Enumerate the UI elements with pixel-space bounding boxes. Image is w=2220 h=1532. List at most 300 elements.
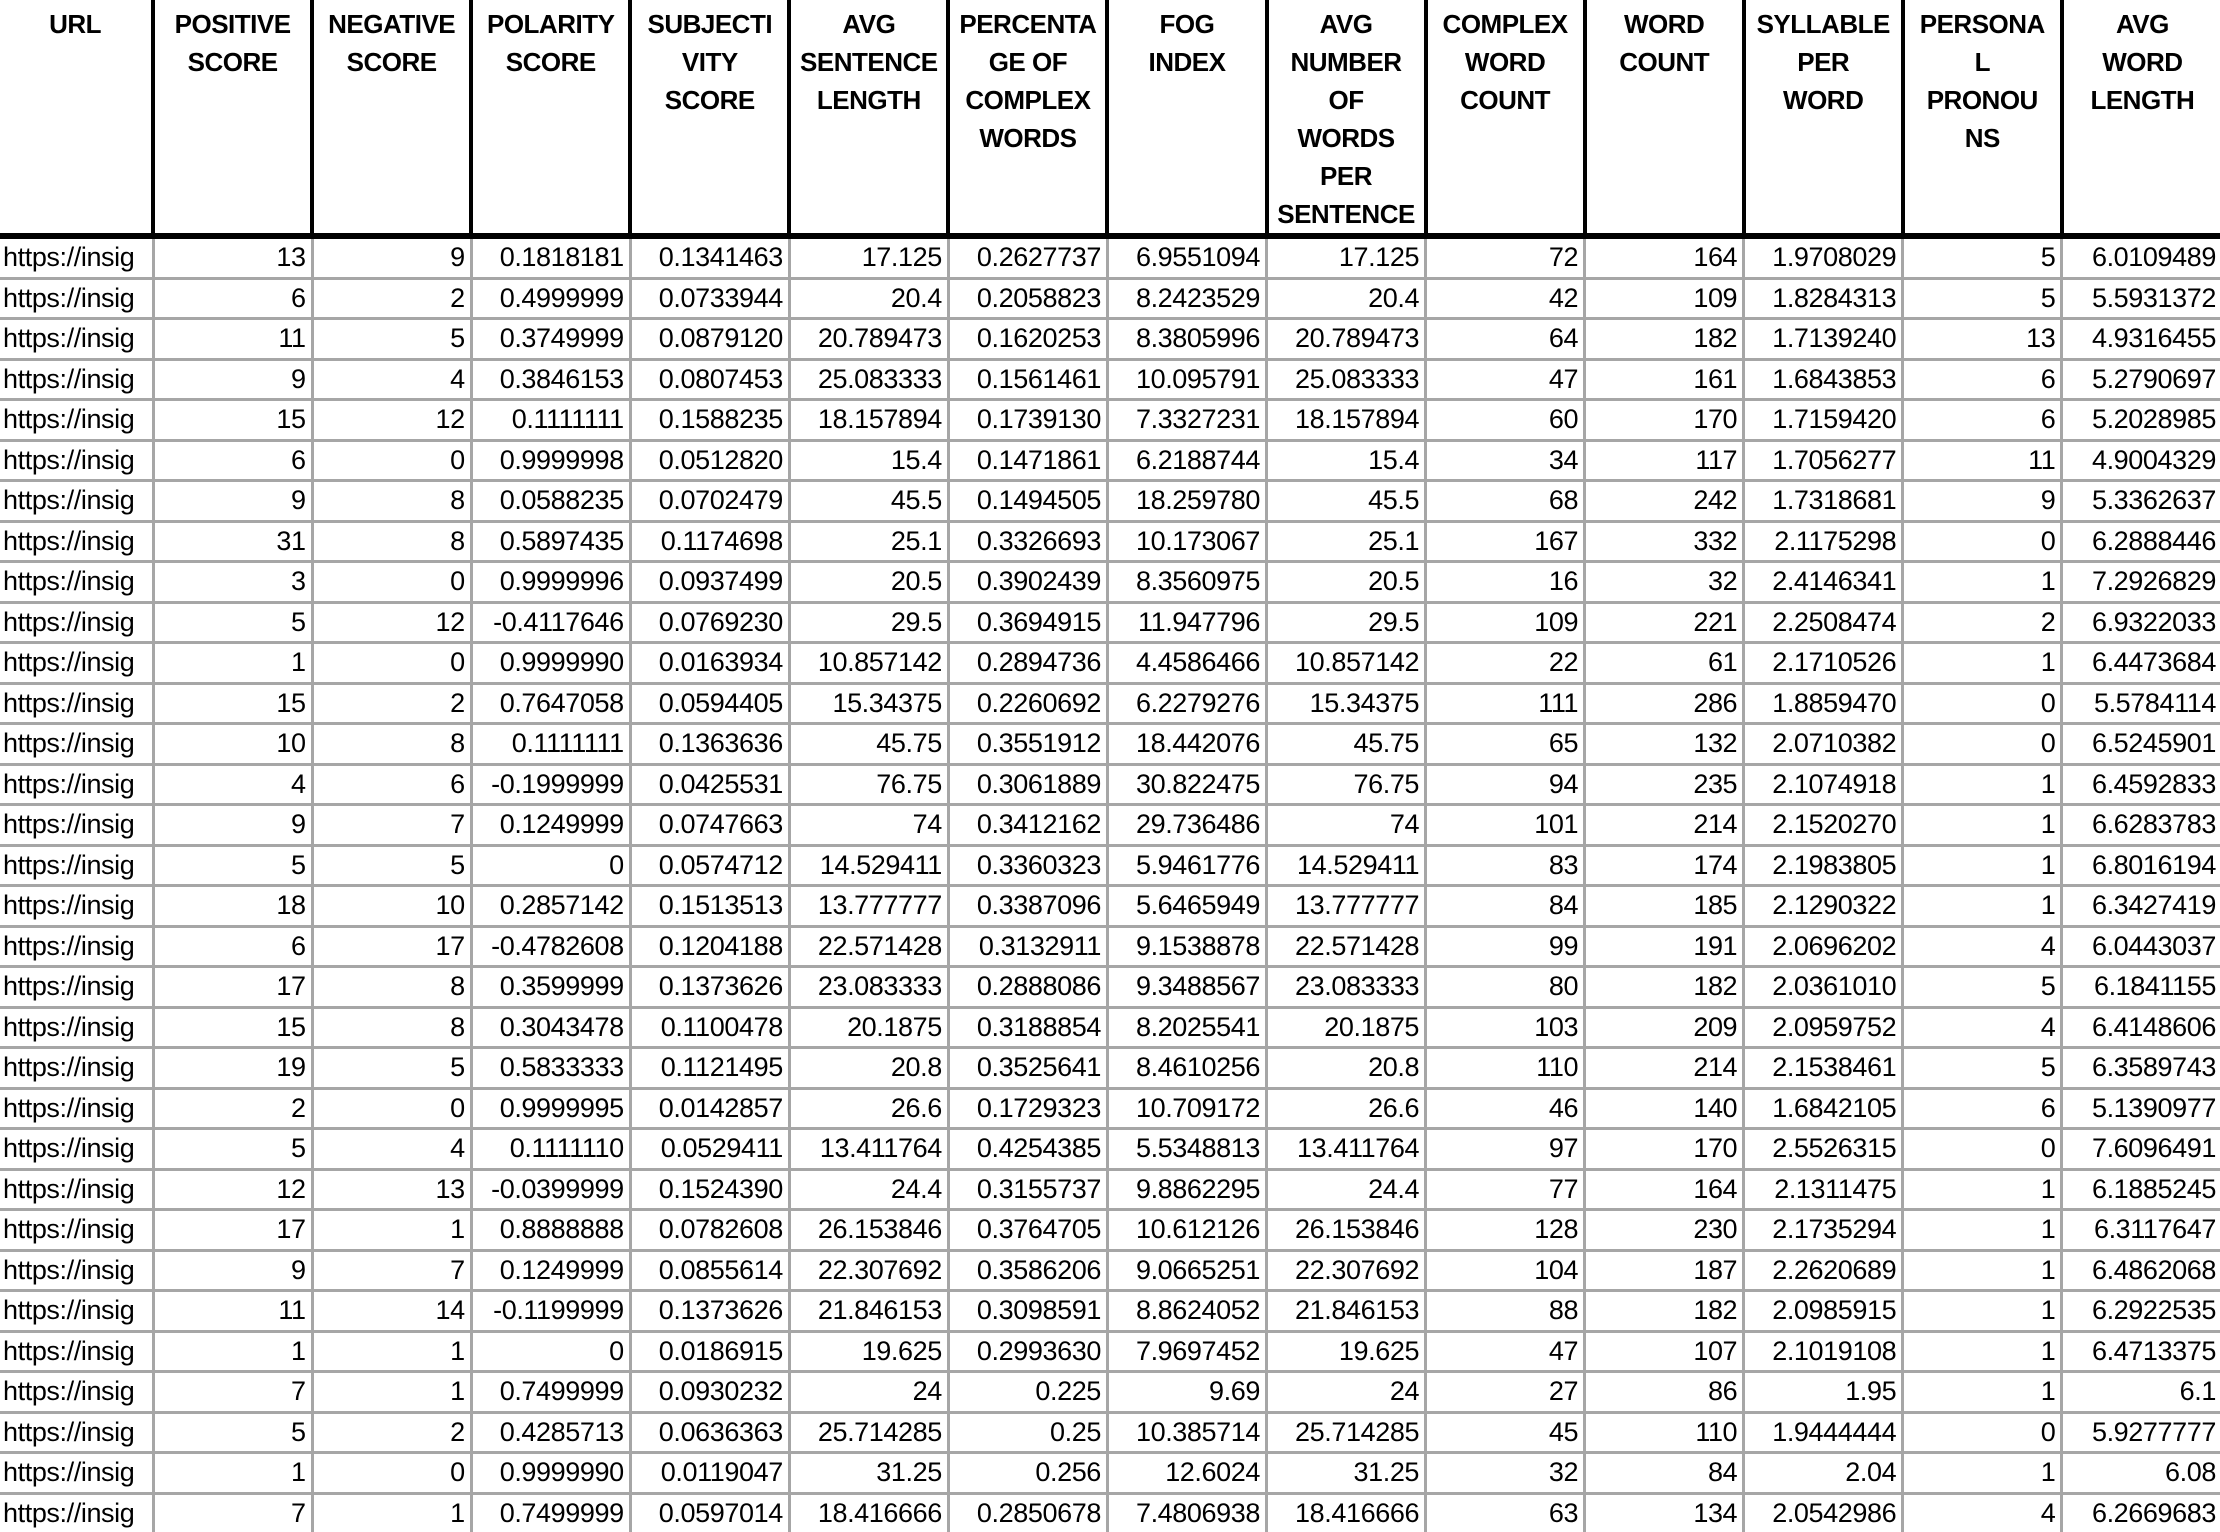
column-header-url[interactable] [0,0,153,236]
value-cell[interactable]: 72 [1426,236,1585,278]
value-cell[interactable]: 1.95 [1744,1372,1903,1413]
value-cell[interactable]: 0.1111111 [471,724,630,765]
value-cell[interactable]: 4.9004329 [2062,440,2220,481]
url-cell[interactable]: https://insig [0,1331,153,1372]
value-cell[interactable]: 5.9277777 [2062,1412,2220,1453]
value-cell[interactable]: 5 [1903,1048,2062,1089]
value-cell[interactable]: 8 [312,1007,471,1048]
value-cell[interactable]: 9 [153,359,312,400]
value-cell[interactable]: 17.125 [1267,236,1426,278]
value-cell[interactable]: 12.6024 [1107,1453,1266,1494]
value-cell[interactable]: 13 [1903,319,2062,360]
value-cell[interactable]: 286 [1585,683,1744,724]
value-cell[interactable]: 6 [153,440,312,481]
value-cell[interactable]: 17 [153,967,312,1008]
value-cell[interactable]: 32 [1426,1453,1585,1494]
value-cell[interactable]: 0.9999996 [471,562,630,603]
value-cell[interactable]: 0.3360323 [948,845,1107,886]
value-cell[interactable]: 7 [312,805,471,846]
value-cell[interactable]: 6.4473684 [2062,643,2220,684]
value-cell[interactable]: 2.1019108 [1744,1331,1903,1372]
value-cell[interactable]: 167 [1426,521,1585,562]
value-cell[interactable]: 0.0702479 [630,481,789,522]
value-cell[interactable]: 0.0186915 [630,1331,789,1372]
value-cell[interactable]: 7.2926829 [2062,562,2220,603]
value-cell[interactable]: 9.3488567 [1107,967,1266,1008]
value-cell[interactable]: 20.8 [1267,1048,1426,1089]
value-cell[interactable]: 103 [1426,1007,1585,1048]
url-cell[interactable]: https://insig [0,845,153,886]
value-cell[interactable]: 13.777777 [1267,886,1426,927]
value-cell[interactable]: 13 [312,1169,471,1210]
url-cell[interactable]: https://insig [0,481,153,522]
value-cell[interactable]: 17 [153,1210,312,1251]
value-cell[interactable]: 11.947796 [1107,602,1266,643]
value-cell[interactable]: 68 [1426,481,1585,522]
value-cell[interactable]: 0.1471861 [948,440,1107,481]
value-cell[interactable]: 6.1885245 [2062,1169,2220,1210]
value-cell[interactable]: 0.9999998 [471,440,630,481]
value-cell[interactable]: 6.2922535 [2062,1291,2220,1332]
value-cell[interactable]: 1.8859470 [1744,683,1903,724]
value-cell[interactable]: 83 [1426,845,1585,886]
value-cell[interactable]: 16 [1426,562,1585,603]
value-cell[interactable]: 1.7056277 [1744,440,1903,481]
value-cell[interactable]: 2.4146341 [1744,562,1903,603]
value-cell[interactable]: 128 [1426,1210,1585,1251]
value-cell[interactable]: 6.08 [2062,1453,2220,1494]
value-cell[interactable]: 21.846153 [789,1291,948,1332]
value-cell[interactable]: 30.822475 [1107,764,1266,805]
value-cell[interactable]: 1.8284313 [1744,278,1903,319]
value-cell[interactable]: 8.4610256 [1107,1048,1266,1089]
value-cell[interactable]: 26.6 [1267,1088,1426,1129]
value-cell[interactable]: 0.0636363 [630,1412,789,1453]
value-cell[interactable]: 0.0855614 [630,1250,789,1291]
value-cell[interactable]: 182 [1585,1291,1744,1332]
value-cell[interactable]: 6.3427419 [2062,886,2220,927]
value-cell[interactable]: 1.7139240 [1744,319,1903,360]
value-cell[interactable]: 0.3749999 [471,319,630,360]
value-cell[interactable]: 4 [153,764,312,805]
column-header-negative-score[interactable] [312,0,471,236]
value-cell[interactable]: 18.416666 [789,1493,948,1532]
value-cell[interactable]: -0.1199999 [471,1291,630,1332]
url-cell[interactable]: https://insig [0,562,153,603]
value-cell[interactable]: 0.9999995 [471,1088,630,1129]
value-cell[interactable]: 11 [153,319,312,360]
column-header-avg-number-of-words-per-sentence[interactable] [1267,0,1426,236]
value-cell[interactable]: 101 [1426,805,1585,846]
value-cell[interactable]: 209 [1585,1007,1744,1048]
column-header-syllable-per-word[interactable] [1744,0,1903,236]
value-cell[interactable]: 2 [1903,602,2062,643]
value-cell[interactable]: 19 [153,1048,312,1089]
value-cell[interactable]: 26.153846 [1267,1210,1426,1251]
value-cell[interactable]: 7 [153,1372,312,1413]
value-cell[interactable]: 45.75 [789,724,948,765]
value-cell[interactable]: 0.1100478 [630,1007,789,1048]
value-cell[interactable]: 9 [153,1250,312,1291]
value-cell[interactable]: 9.8862295 [1107,1169,1266,1210]
url-cell[interactable]: https://insig [0,683,153,724]
value-cell[interactable]: 5 [312,319,471,360]
url-cell[interactable]: https://insig [0,1129,153,1170]
value-cell[interactable]: -0.1999999 [471,764,630,805]
value-cell[interactable]: 15 [153,400,312,441]
value-cell[interactable]: 111 [1426,683,1585,724]
value-cell[interactable]: 132 [1585,724,1744,765]
value-cell[interactable]: 24 [1267,1372,1426,1413]
url-cell[interactable]: https://insig [0,359,153,400]
value-cell[interactable]: 0 [312,1453,471,1494]
value-cell[interactable]: 0.3694915 [948,602,1107,643]
value-cell[interactable]: 2 [312,1412,471,1453]
value-cell[interactable]: 0.0879120 [630,319,789,360]
value-cell[interactable]: 31 [153,521,312,562]
value-cell[interactable]: 0 [1903,724,2062,765]
value-cell[interactable]: 2 [312,683,471,724]
value-cell[interactable]: 5 [312,845,471,886]
value-cell[interactable]: 164 [1585,1169,1744,1210]
value-cell[interactable]: 0.9999990 [471,643,630,684]
value-cell[interactable]: 140 [1585,1088,1744,1129]
value-cell[interactable]: 0.2993630 [948,1331,1107,1372]
value-cell[interactable]: 60 [1426,400,1585,441]
value-cell[interactable]: 64 [1426,319,1585,360]
value-cell[interactable]: 2.0710382 [1744,724,1903,765]
url-cell[interactable]: https://insig [0,440,153,481]
value-cell[interactable]: 2.1520270 [1744,805,1903,846]
url-cell[interactable]: https://insig [0,1169,153,1210]
value-cell[interactable]: 0 [312,1088,471,1129]
value-cell[interactable]: 6 [1903,359,2062,400]
value-cell[interactable]: 77 [1426,1169,1585,1210]
value-cell[interactable]: 25.714285 [1267,1412,1426,1453]
value-cell[interactable]: 8.3560975 [1107,562,1266,603]
value-cell[interactable]: 0.0807453 [630,359,789,400]
value-cell[interactable]: 1.9708029 [1744,236,1903,278]
value-cell[interactable]: 47 [1426,359,1585,400]
value-cell[interactable]: 1.7159420 [1744,400,1903,441]
value-cell[interactable]: 0.0512820 [630,440,789,481]
value-cell[interactable]: 1 [1903,1210,2062,1251]
value-cell[interactable]: 17.125 [789,236,948,278]
value-cell[interactable]: 29.5 [789,602,948,643]
value-cell[interactable]: 110 [1426,1048,1585,1089]
value-cell[interactable]: 0.2888086 [948,967,1107,1008]
value-cell[interactable]: 0.1818181 [471,236,630,278]
value-cell[interactable]: 0.2627737 [948,236,1107,278]
value-cell[interactable]: 7 [153,1493,312,1532]
value-cell[interactable]: 12 [312,400,471,441]
value-cell[interactable]: 17 [312,926,471,967]
value-cell[interactable]: 9 [153,805,312,846]
value-cell[interactable]: 1 [1903,1250,2062,1291]
value-cell[interactable]: 4.4586466 [1107,643,1266,684]
value-cell[interactable]: 6.8016194 [2062,845,2220,886]
value-cell[interactable]: 6 [153,278,312,319]
value-cell[interactable]: 24.4 [789,1169,948,1210]
value-cell[interactable]: 1 [312,1331,471,1372]
value-cell[interactable]: 3 [153,562,312,603]
value-cell[interactable]: 20.5 [789,562,948,603]
value-cell[interactable]: 0.3551912 [948,724,1107,765]
value-cell[interactable]: 20.789473 [1267,319,1426,360]
value-cell[interactable]: 0.1513513 [630,886,789,927]
value-cell[interactable]: 0.1111111 [471,400,630,441]
value-cell[interactable]: 20.4 [789,278,948,319]
value-cell[interactable]: -0.0399999 [471,1169,630,1210]
value-cell[interactable]: 0 [1903,1129,2062,1170]
value-cell[interactable]: 182 [1585,967,1744,1008]
value-cell[interactable]: 2.1311475 [1744,1169,1903,1210]
value-cell[interactable]: 0.0529411 [630,1129,789,1170]
url-cell[interactable]: https://insig [0,764,153,805]
value-cell[interactable]: 0.1561461 [948,359,1107,400]
value-cell[interactable]: 0.1111110 [471,1129,630,1170]
value-cell[interactable]: 0.0733944 [630,278,789,319]
value-cell[interactable]: 5.1390977 [2062,1088,2220,1129]
value-cell[interactable]: 74 [789,805,948,846]
value-cell[interactable]: 0.0597014 [630,1493,789,1532]
value-cell[interactable]: 0.0769230 [630,602,789,643]
value-cell[interactable]: 97 [1426,1129,1585,1170]
value-cell[interactable]: 10 [312,886,471,927]
url-cell[interactable]: https://insig [0,1372,153,1413]
value-cell[interactable]: 5.6465949 [1107,886,1266,927]
value-cell[interactable]: 1 [1903,1331,2062,1372]
value-cell[interactable]: 0.3132911 [948,926,1107,967]
value-cell[interactable]: 2.1290322 [1744,886,1903,927]
value-cell[interactable]: 94 [1426,764,1585,805]
value-cell[interactable]: 332 [1585,521,1744,562]
value-cell[interactable]: 235 [1585,764,1744,805]
column-header-avg-word-length[interactable] [2062,0,2220,236]
value-cell[interactable]: 20.5 [1267,562,1426,603]
value-cell[interactable]: 76.75 [789,764,948,805]
value-cell[interactable]: 2.0361010 [1744,967,1903,1008]
value-cell[interactable]: 13.777777 [789,886,948,927]
value-cell[interactable]: 26.153846 [789,1210,948,1251]
value-cell[interactable]: 185 [1585,886,1744,927]
value-cell[interactable]: 7 [312,1250,471,1291]
column-header-word-count[interactable] [1585,0,1744,236]
value-cell[interactable]: 10.385714 [1107,1412,1266,1453]
value-cell[interactable]: 0.3525641 [948,1048,1107,1089]
value-cell[interactable]: 31.25 [1267,1453,1426,1494]
value-cell[interactable]: 20.789473 [789,319,948,360]
value-cell[interactable]: 6.2888446 [2062,521,2220,562]
value-cell[interactable]: 5 [1903,967,2062,1008]
value-cell[interactable]: 4 [312,359,471,400]
value-cell[interactable]: 6.3117647 [2062,1210,2220,1251]
value-cell[interactable]: 6.9551094 [1107,236,1266,278]
url-cell[interactable]: https://insig [0,967,153,1008]
column-header-complex-word-count[interactable] [1426,0,1585,236]
value-cell[interactable]: 214 [1585,805,1744,846]
value-cell[interactable]: 5.5348813 [1107,1129,1266,1170]
value-cell[interactable]: 9 [312,236,471,278]
value-cell[interactable]: 5.2790697 [2062,359,2220,400]
value-cell[interactable]: 8.2025541 [1107,1007,1266,1048]
value-cell[interactable]: 22.571428 [1267,926,1426,967]
value-cell[interactable]: 214 [1585,1048,1744,1089]
value-cell[interactable]: 0.1494505 [948,481,1107,522]
value-cell[interactable]: 6.1841155 [2062,967,2220,1008]
value-cell[interactable]: 0.256 [948,1453,1107,1494]
value-cell[interactable]: 0.3061889 [948,764,1107,805]
value-cell[interactable]: 6 [153,926,312,967]
value-cell[interactable]: 1 [1903,805,2062,846]
value-cell[interactable]: 47 [1426,1331,1585,1372]
value-cell[interactable]: 0 [312,440,471,481]
value-cell[interactable]: 0 [1903,1412,2062,1453]
value-cell[interactable]: 0.1249999 [471,805,630,846]
value-cell[interactable]: 0 [471,1331,630,1372]
value-cell[interactable]: 26.6 [789,1088,948,1129]
value-cell[interactable]: 13.411764 [1267,1129,1426,1170]
value-cell[interactable]: 10.173067 [1107,521,1266,562]
column-header-subjectivity-score[interactable] [630,0,789,236]
url-cell[interactable]: https://insig [0,236,153,278]
value-cell[interactable]: 6.0109489 [2062,236,2220,278]
column-header-positive-score[interactable] [153,0,312,236]
value-cell[interactable]: 20.1875 [789,1007,948,1048]
value-cell[interactable]: 10.857142 [1267,643,1426,684]
value-cell[interactable]: 0.0425531 [630,764,789,805]
column-header-fog-index[interactable] [1107,0,1266,236]
value-cell[interactable]: 1 [1903,1169,2062,1210]
value-cell[interactable]: 15 [153,1007,312,1048]
value-cell[interactable]: 6.3589743 [2062,1048,2220,1089]
value-cell[interactable]: 5.5931372 [2062,278,2220,319]
value-cell[interactable]: 84 [1426,886,1585,927]
value-cell[interactable]: 45.75 [1267,724,1426,765]
value-cell[interactable]: 0.3155737 [948,1169,1107,1210]
value-cell[interactable]: 0.225 [948,1372,1107,1413]
value-cell[interactable]: 22.307692 [1267,1250,1426,1291]
value-cell[interactable]: 0.0747663 [630,805,789,846]
value-cell[interactable]: 9.69 [1107,1372,1266,1413]
value-cell[interactable]: 8 [312,481,471,522]
value-cell[interactable]: 0.3412162 [948,805,1107,846]
url-cell[interactable]: https://insig [0,926,153,967]
value-cell[interactable]: 31.25 [789,1453,948,1494]
value-cell[interactable]: 6.6283783 [2062,805,2220,846]
value-cell[interactable]: 8 [312,967,471,1008]
value-cell[interactable]: 1.9444444 [1744,1412,1903,1453]
value-cell[interactable]: 5 [153,1412,312,1453]
value-cell[interactable]: 182 [1585,319,1744,360]
value-cell[interactable]: 2 [312,278,471,319]
value-cell[interactable]: 25.083333 [1267,359,1426,400]
url-cell[interactable]: https://insig [0,1453,153,1494]
value-cell[interactable]: 170 [1585,400,1744,441]
value-cell[interactable]: 230 [1585,1210,1744,1251]
value-cell[interactable]: 0.3902439 [948,562,1107,603]
value-cell[interactable]: -0.4782608 [471,926,630,967]
value-cell[interactable]: 5.2028985 [2062,400,2220,441]
value-cell[interactable]: 88 [1426,1291,1585,1332]
value-cell[interactable]: 1 [312,1210,471,1251]
url-cell[interactable]: https://insig [0,521,153,562]
value-cell[interactable]: 14.529411 [1267,845,1426,886]
value-cell[interactable]: 0.1373626 [630,967,789,1008]
value-cell[interactable]: 2.1538461 [1744,1048,1903,1089]
value-cell[interactable]: 18.442076 [1107,724,1266,765]
value-cell[interactable]: 7.6096491 [2062,1129,2220,1170]
value-cell[interactable]: 14.529411 [789,845,948,886]
value-cell[interactable]: 1 [312,1493,471,1532]
value-cell[interactable]: 9.0665251 [1107,1250,1266,1291]
value-cell[interactable]: 25.1 [1267,521,1426,562]
value-cell[interactable]: 15 [153,683,312,724]
value-cell[interactable]: 9 [1903,481,2062,522]
value-cell[interactable]: 25.083333 [789,359,948,400]
value-cell[interactable]: 2.0985915 [1744,1291,1903,1332]
column-header-avg-sentence-length[interactable] [789,0,948,236]
value-cell[interactable]: 5.3362637 [2062,481,2220,522]
value-cell[interactable]: 1.6843853 [1744,359,1903,400]
value-cell[interactable]: 6 [312,764,471,805]
value-cell[interactable]: 0.0937499 [630,562,789,603]
value-cell[interactable]: 1 [1903,1372,2062,1413]
value-cell[interactable]: 0.0594405 [630,683,789,724]
value-cell[interactable]: 174 [1585,845,1744,886]
value-cell[interactable]: 5 [312,1048,471,1089]
value-cell[interactable]: 107 [1585,1331,1744,1372]
value-cell[interactable]: 8.2423529 [1107,278,1266,319]
value-cell[interactable]: 0.1588235 [630,400,789,441]
value-cell[interactable]: 2.1710526 [1744,643,1903,684]
value-cell[interactable]: 15.4 [1267,440,1426,481]
value-cell[interactable]: 9 [153,481,312,522]
value-cell[interactable]: 11 [1903,440,2062,481]
value-cell[interactable]: 42 [1426,278,1585,319]
value-cell[interactable]: -0.4117646 [471,602,630,643]
url-cell[interactable]: https://insig [0,724,153,765]
value-cell[interactable]: 0.3586206 [948,1250,1107,1291]
value-cell[interactable]: 65 [1426,724,1585,765]
value-cell[interactable]: 6.2279276 [1107,683,1266,724]
value-cell[interactable]: 15.4 [789,440,948,481]
value-cell[interactable]: 0.4999999 [471,278,630,319]
value-cell[interactable]: 0.1341463 [630,236,789,278]
value-cell[interactable]: 0.4254385 [948,1129,1107,1170]
value-cell[interactable]: 4.9316455 [2062,319,2220,360]
value-cell[interactable]: 0 [1903,683,2062,724]
value-cell[interactable]: 6.1 [2062,1372,2220,1413]
value-cell[interactable]: 8.3805996 [1107,319,1266,360]
value-cell[interactable]: 0.1739130 [948,400,1107,441]
url-cell[interactable]: https://insig [0,1210,153,1251]
value-cell[interactable]: 221 [1585,602,1744,643]
value-cell[interactable]: 14 [312,1291,471,1332]
value-cell[interactable]: 7.3327231 [1107,400,1266,441]
value-cell[interactable]: 117 [1585,440,1744,481]
value-cell[interactable]: 0.2850678 [948,1493,1107,1532]
value-cell[interactable]: 1 [1903,1453,2062,1494]
value-cell[interactable]: 15.34375 [789,683,948,724]
value-cell[interactable]: 2.1735294 [1744,1210,1903,1251]
value-cell[interactable]: 0.3387096 [948,886,1107,927]
value-cell[interactable]: 5.5784114 [2062,683,2220,724]
value-cell[interactable]: 10 [153,724,312,765]
value-cell[interactable]: 6.4148606 [2062,1007,2220,1048]
value-cell[interactable]: 23.083333 [1267,967,1426,1008]
value-cell[interactable]: 22.571428 [789,926,948,967]
